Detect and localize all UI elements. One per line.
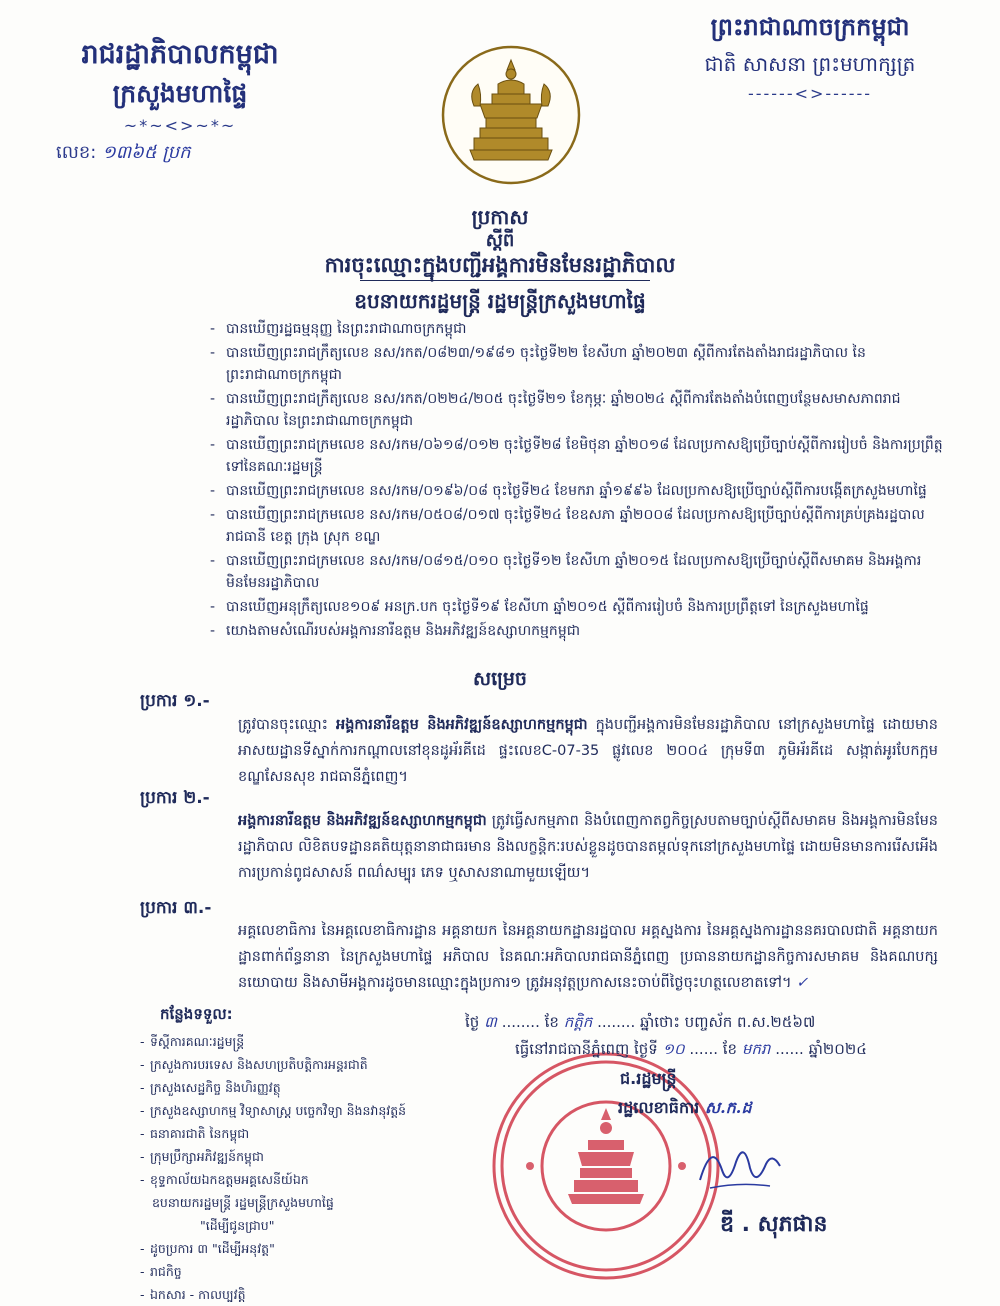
article-2-body bbox=[238, 808, 938, 886]
visa-item: - បានឃើញព្រះរាជក្រឹត្យលេខ នស/រកត/០២២៤/២០៥ ចុះថ្ងៃទី២១ ខែកុម្ភៈ ឆ្នាំ២០២៤ ស្តីពីការតែងតាំងបំពេញបន្ថែមសមាសភាពរាជរដ្ឋាភិបាល នៃព្រះរាជាណាចក្រកម្ពុជា bbox=[210, 388, 950, 432]
visa-item: - បានឃើញព្រះរាជក្រឹត្យលេខ នស/រកត/០៨២៣/១៩៨១ ចុះថ្ងៃទី២២ ខែសីហា ឆ្នាំ២០២៣ ស្តីពីការតែងតាំងរាជរដ្ឋាភិបាល នៃព្រះរាជាណាចក្រកម្ពុជា bbox=[210, 342, 950, 386]
solar-day: ១០ bbox=[662, 1040, 685, 1058]
article-1-label: ប្រការ ១.- bbox=[140, 691, 210, 711]
motto-ornament: ------<>------ bbox=[747, 84, 873, 103]
government-name: រាជរដ្ឋាភិបាលកម្ពុជា bbox=[81, 39, 279, 70]
document-subject: ការចុះឈ្មោះក្នុងបញ្ជីអង្គការមិនមែនរដ្ឋាភិបាល bbox=[324, 253, 676, 277]
recipient-item: - ធនាគារជាតិ នៃកម្ពុជា bbox=[140, 1122, 470, 1145]
article-2-post: ត្រូវធ្វើសកម្មភាព និងបំពេញកាតព្វកិច្ចស្របតាមច្បាប់ស្តីពីសមាគម និងអង្គការមិនមែនរដ្ឋាភិបាល លិខិតបទដ្ឋានគតិយុត្តនានាជាធរមាន និងលក្ខន្តិកៈរបស់ខ្លួនដូចបានតម្កល់ទុកនៅក្រសួងមហាផ្ទៃ ដោយមិនមានការរើសអើង ការប្រកាន់ពូជសាសន៍ ពណ៌សម្បុរ ភេទ ឬសាសនាណាមួយឡើយ។ bbox=[238, 813, 938, 881]
solar-month: មករា bbox=[741, 1040, 771, 1058]
article-2-org-name: អង្គការនារីឧត្តម និងអភិវឌ្ឍន៍ឧស្សាហកម្មកម្ពុជា bbox=[238, 813, 487, 829]
kingdom-header bbox=[640, 8, 980, 106]
lunar-date: ថ្ងៃ ៣ ........ ខែ កត្តិក ........ ឆ្នាំថោះ បញ្ចស័ក ព.ស.២៥៦៧ bbox=[465, 1013, 816, 1031]
visa-item: - បានឃើញព្រះរាជក្រមលេខ នស/រកម/០៨១៥/០១០ ចុះថ្ងៃទី១២ ខែសីហា ឆ្នាំ២០១៥ ដែលប្រកាសឱ្យប្រើច្បាប់ស្តីពីសមាគម និងអង្គការមិនមែនរដ្ឋាភិបាល bbox=[210, 550, 950, 594]
signatory-title: រដ្ឋលេខាធិការ bbox=[618, 1098, 700, 1117]
recipient-item: - ក្រសួងឧស្សាហកម្ម វិទ្យាសាស្ត្រ បច្ចេកវិទ្យា និងនវានុវត្តន៍ bbox=[140, 1099, 470, 1122]
visa-item: - បានឃើញអនុក្រឹត្យលេខ១០៩ អនក្រ.បក ចុះថ្ងៃទី១៩ ខែសីហា ឆ្នាំ២០១៥ ស្តីពីការរៀបចំ និងការប្រព្រឹត្តទៅ នៃក្រសួងមហាផ្ទៃ bbox=[210, 596, 950, 618]
article-1-org-name: អង្គការនារីឧត្តម និងអភិវឌ្ឍន៍ឧស្សាហកម្មកម្ពុជា bbox=[336, 717, 588, 733]
article-3-label: ប្រការ ៣.- bbox=[140, 898, 212, 918]
article-3-post: អគ្គលេខាធិការ នៃអគ្គលេខាធិការដ្ឋាន អគ្គនាយក នៃអគ្គនាយកដ្ឋានរដ្ឋបាល អគ្គស្នងការ នៃអគ្គស្នងការដ្ឋាននគរបាលជាតិ អគ្គនាយកដ្ឋានពាក់ព័ន្ធនានា នៃក្រសួងមហាផ្ទៃ អភិបាល នៃគណៈអភិបាលរាជធានីភ្នំពេញ ប្រធាននាយកដ្ឋានកិច្ចការសមាគម និងគណបក្សនយោបាយ និងសាមីអង្គការដូចមានឈ្មោះក្នុងប្រការ១ ត្រូវអនុវត្តប្រកាសនេះចាប់ពីថ្ងៃចុះហត្ថលេខាតទៅ។ bbox=[238, 923, 938, 991]
recipient-item: - ទីស្តីការគណៈរដ្ឋមន្ត្រី bbox=[140, 1030, 470, 1053]
royal-emblem bbox=[440, 44, 582, 186]
ministry-name: ក្រសួងមហាផ្ទៃ bbox=[112, 79, 248, 108]
document-about: ស្តីពី bbox=[485, 230, 515, 251]
ministry-header bbox=[30, 36, 330, 138]
document-type: ប្រកាស bbox=[471, 205, 529, 229]
recipient-subline: ឧបនាយករដ្ឋមន្ត្រី រដ្ឋមន្ត្រីក្រសួងមហាផ្ទៃ bbox=[152, 1195, 334, 1210]
title-divider bbox=[360, 280, 650, 281]
lunar-prefix: ថ្ងៃ bbox=[465, 1013, 480, 1031]
initials-mark: ស.ក.ដ bbox=[704, 1098, 752, 1117]
recipient-item: - ដូចប្រការ ៣ "ដើម្បីអនុវត្ត" bbox=[140, 1237, 470, 1260]
recipient-item: - ក្រសួងសេដ្ឋកិច្ច និងហិរញ្ញវត្ថុ bbox=[140, 1076, 470, 1099]
recipient-item: - ក្រសួងការបរទេស និងសហប្រតិបត្តិការអន្តរជាតិ bbox=[140, 1053, 470, 1076]
reference-value: ១៣៦៥ ប្រក bbox=[102, 142, 191, 163]
decision-heading: សម្រេច bbox=[473, 668, 527, 690]
visa-item: - យោងតាមសំណើរបស់អង្គការនារីឧត្តម និងអភិវឌ្ឍន៍ឧស្សាហកម្មកម្ពុជា bbox=[210, 620, 950, 642]
article-3-body bbox=[238, 918, 938, 996]
lunar-month: កត្តិក bbox=[563, 1013, 593, 1031]
visa-item: - បានឃើញព្រះរាជក្រមលេខ នស/រកម/០៦១៨/០១២ ចុះថ្ងៃទី២៨ ខែមិថុនា ឆ្នាំ២០១៨ ដែលប្រកាសឱ្យប្រើច្បាប់ស្តីពីការរៀបចំ និងការប្រព្រឹត្តទៅនៃគណៈរដ្ឋមន្ត្រី bbox=[210, 434, 950, 478]
national-motto: ជាតិ សាសនា ព្រះមហាក្សត្រ bbox=[704, 52, 916, 76]
handwritten-mark: ✓ bbox=[796, 975, 809, 991]
lunar-year: ឆ្នាំថោះ បញ្ចស័ក ព.ស.២៥៦៧ bbox=[640, 1013, 816, 1031]
visa-item: - បានឃើញព្រះរាជក្រមលេខ នស/រកម/០៥០៨/០១៧ ចុះថ្ងៃទី២៤ ខែឧសភា ឆ្នាំ២០០៨ ដែលប្រកាសឱ្យប្រើច្បាប់ស្តីពីការគ្រប់គ្រងរដ្ឋបាលរាជធានី ខេត្ត ក្រុង ស្រុក ខណ្ឌ bbox=[210, 504, 950, 548]
recipient-item: - ខុទ្ទកាល័យឯកឧត្តមអគ្គសេនីយ៍ឯក bbox=[140, 1168, 470, 1191]
header-ornament: ~*~<>~*~ bbox=[123, 116, 237, 135]
visa-item: - បានឃើញព្រះរាជក្រមលេខ នស/រកម/០១៩៦/០៨ ចុះថ្ងៃទី២៤ ខែមករា ឆ្នាំ១៩៩៦ ដែលប្រកាសឱ្យប្រើច្បាប់ស្តីពីការបង្កើតក្រសួងមហាផ្ទៃ bbox=[210, 480, 950, 502]
official-seal bbox=[488, 1048, 724, 1284]
recipient-item: - ក្រុមប្រឹក្សាអភិវឌ្ឍន៍កម្ពុជា bbox=[140, 1145, 470, 1168]
signatory-name: ឌី . សុភផាន bbox=[720, 1212, 828, 1237]
article-1-pre: ត្រូវបានចុះឈ្មោះ bbox=[238, 717, 328, 733]
recipients-title: កន្លែងទទួល: bbox=[160, 1005, 233, 1023]
solar-month-label: ខែ bbox=[722, 1040, 738, 1058]
recipient-item: - រាជកិច្ច bbox=[140, 1260, 470, 1283]
solar-year: ឆ្នាំ២០២៤ bbox=[808, 1040, 867, 1058]
recipient-subline: "ដើម្បីជូនជ្រាប" bbox=[200, 1218, 275, 1233]
issuer-title: ឧបនាយករដ្ឋមន្ត្រី រដ្ឋមន្ត្រីក្រសួងមហាផ្ទៃ bbox=[354, 289, 646, 313]
reference-label: លេខ: bbox=[56, 142, 97, 163]
signatory-line2 bbox=[618, 1097, 752, 1121]
visa-item: - បានឃើញរដ្ឋធម្មនុញ្ញ នៃព្រះរាជាណាចក្រកម្ពុជា bbox=[210, 318, 950, 340]
visa-list bbox=[210, 318, 950, 644]
reference-number bbox=[56, 140, 191, 167]
recipient-item: - ឯកសារ - កាលប្បវត្តិ bbox=[140, 1283, 470, 1306]
article-2-label: ប្រការ ២.- bbox=[140, 788, 210, 808]
kingdom-name: ព្រះរាជាណាចក្រកម្ពុជា bbox=[710, 13, 910, 41]
solar-date: ធ្វើនៅរាជធានីភ្នំពេញ ថ្ងៃទី ១០ ...... ខែ មករា ...... ឆ្នាំ២០២៤ bbox=[515, 1040, 867, 1058]
recipients-list bbox=[140, 1030, 470, 1306]
signature-scribble bbox=[690, 1130, 790, 1200]
signatory-line1: ជ.រដ្ឋមន្ត្រី bbox=[620, 1069, 677, 1088]
article-1-post: ក្នុងបញ្ជីអង្គការមិនមែនរដ្ឋាភិបាល នៅក្រសួងមហាផ្ទៃ ដោយមានអាសយដ្ឋានទីស្នាក់ការកណ្តាលនៅខុនដូអ័រគីដេ ផ្ទះលេខC-07-35 ផ្លូវលេខ ២០០៤ ក្រុមទី៣ ភូមិអ័រគីដេ សង្កាត់អូរបែកក្អម ខណ្ឌសែនសុខ រាជធានីភ្នំពេញ។ bbox=[238, 717, 939, 785]
lunar-month-label: ខែ bbox=[544, 1013, 559, 1031]
place-prefix: ធ្វើនៅរាជធានីភ្នំពេញ ថ្ងៃទី bbox=[515, 1040, 658, 1058]
lunar-day: ៣ bbox=[484, 1013, 497, 1031]
article-1-body bbox=[238, 712, 938, 790]
